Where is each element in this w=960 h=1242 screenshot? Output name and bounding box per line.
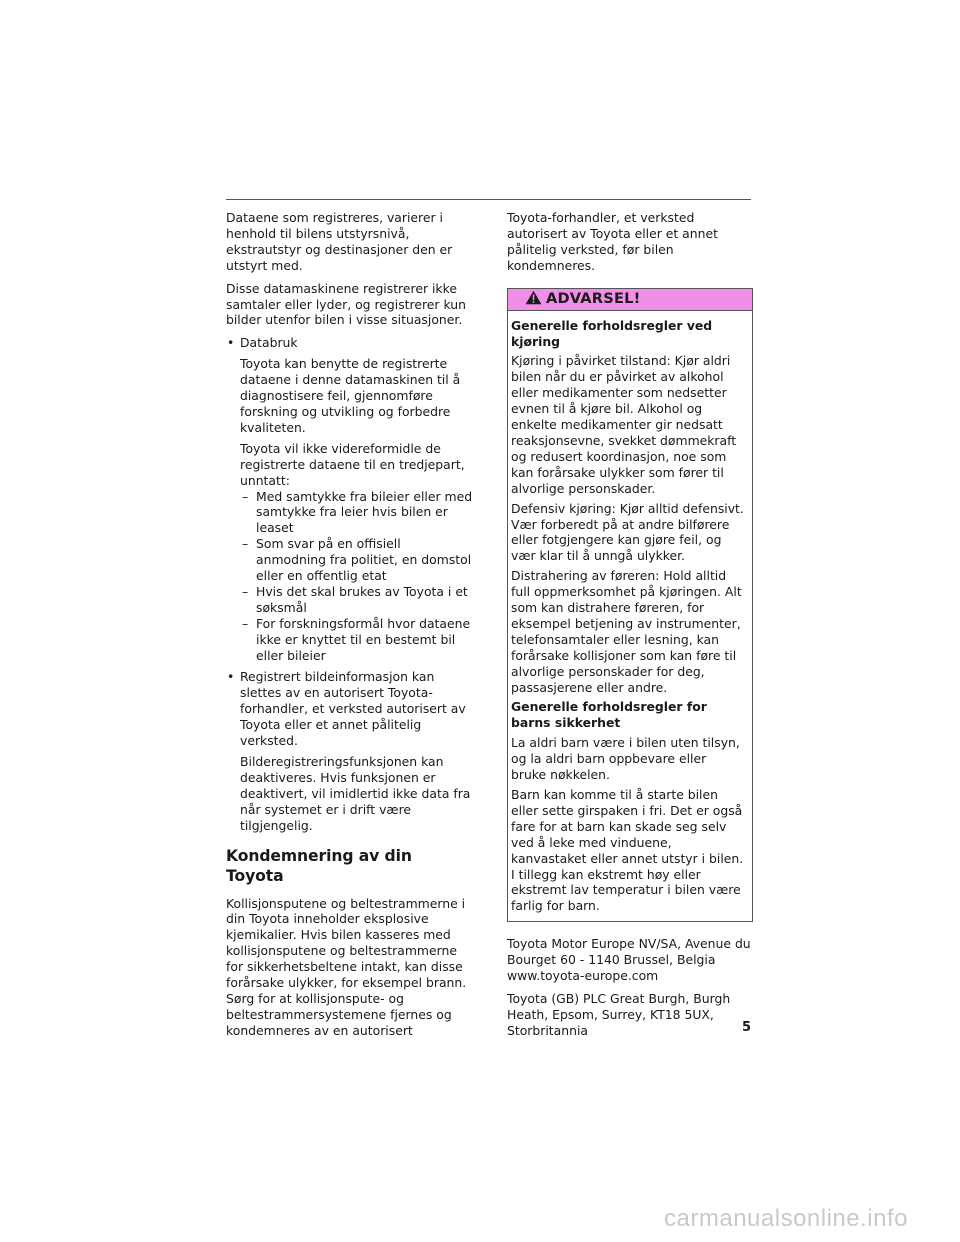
bullet-mark: • xyxy=(227,669,235,685)
warning-paragraph: Barn kan komme til å starte bilen eller sette girspaken i fri. Det er også fare for at barn kan skade seg selv ved å leke med vinduene, kanvastaket eller annet utstyr i bilen. I tillegg kan ekstremt høy eller ekstremt lav temperatur i bilen være farlig for barn. xyxy=(511,787,744,914)
dash-item-text: Med samtykke fra bileier eller med samtykke fra leier hvis bilen er leaset xyxy=(256,488,473,536)
left-column xyxy=(226,210,474,1046)
bullet-paragraph: Toyota vil ikke videreformidle de registrerte dataene til en tredjepart, unntatt: xyxy=(240,440,465,488)
warning-header xyxy=(508,289,752,311)
website-text: www.toyota-europe.com xyxy=(507,968,659,984)
page-number: 5 xyxy=(742,1020,752,1035)
dash-mark: – xyxy=(242,488,249,504)
warning-paragraph: Distrahering av føreren: Hold alltid full oppmerksomhet på kjøringen. Alt som kan distrahere føreren, for eksempel betjening av instrumenter, telefonsamtaler eller lesning, kan forårsake kollisjoner som kan føre til alvorlige personskader for deg, passasjerene eller andre. xyxy=(511,568,742,695)
bullet-paragraph: Toyota kan benytte de registrerte dataene i denne datamaskinen til å diagnostisere feil, gjennomføre forskning og utvikling og forbedre kvaliteten. xyxy=(240,356,461,435)
warning-paragraph: Kjøring i påvirket tilstand: Kjør aldri bilen når du er påvirket av alkohol eller medikamenter som nedsetter evnen til å kjøre bil. Alkohol og enkelte medikamenter gir nedsatt reaksjonsevne, svekket dømmekraft og redusert koordinasjon, noe som kan forårsake ulykker som fører til alvorlige personskader. xyxy=(511,353,737,496)
section-heading: Kondemnering av din Toyota xyxy=(226,846,412,885)
watermark-text: carmanualsonline.info xyxy=(664,1205,908,1232)
right-column xyxy=(507,210,753,1046)
address-line: Toyota Motor Europe NV/SA, Avenue du Bourget 60 - 1140 Brussel, Belgia xyxy=(507,936,751,968)
warning-triangle-icon xyxy=(525,290,542,309)
warning-title: ADVARSEL! xyxy=(546,290,641,308)
warning-paragraph: Defensiv kjøring: Kjør alltid defensivt. Vær forberedt på at andre bilførere eller fotgjengere kan gjøre feil, og vær klar til å unngå ulykker. xyxy=(511,500,744,564)
top-divider xyxy=(226,199,751,200)
address-paragraph xyxy=(507,936,753,984)
continuation-paragraph: Toyota-forhandler, et verksted autorisert av Toyota eller et annet pålitelig verksted, før bilen kondemneres. xyxy=(507,210,718,273)
dash-item xyxy=(226,584,474,616)
warning-subheading: Generelle forholdsregler ved kjøring xyxy=(511,317,713,349)
dash-list xyxy=(226,489,474,664)
dash-item-text: For forskningsformål hvor dataene ikke er knyttet til en bestemt bil eller bileier xyxy=(256,615,471,663)
bullet-title: Databruk xyxy=(240,335,298,351)
dash-item-text: Hvis det skal brukes av Toyota i et søksmål xyxy=(256,583,468,615)
dash-item xyxy=(226,536,474,584)
warning-box xyxy=(507,288,753,923)
bullet-title: Registrert bildeinformasjon kan slettes av en autorisert Toyota-forhandler, et verksted autorisert av Toyota eller et annet pålitelig verksted. xyxy=(240,669,466,749)
dash-mark: – xyxy=(242,615,249,631)
bullet-paragraph: Bilderegistreringsfunksjonen kan deaktiveres. Hvis funksjonen er deaktivert, vil imidlertid ikke data fra når systemet er i drift være tilgjengelig. xyxy=(240,754,471,833)
address-paragraph: Toyota (GB) PLC Great Burgh, Burgh Heath, Epsom, Surrey, KT18 5UX, Storbritannia xyxy=(507,990,731,1038)
warning-paragraph: La aldri barn være i bilen uten tilsyn, og la aldri barn oppbevare eller bruke nøkkelen. xyxy=(511,735,740,783)
dash-item-text: Som svar på en offisiell anmodning fra politiet, en domstol eller en offentlig etat xyxy=(256,536,472,584)
bullet-mark: • xyxy=(227,335,235,351)
intro-paragraph: Dataene som registreres, varierer i henhold til bilens utstyrsnivå, ekstrautstyr og destinasjoner den er utstyrt med. xyxy=(226,210,453,273)
warning-body xyxy=(508,311,752,922)
intro-paragraph: Disse datamaskinene registrerer ikke samtaler eller lyder, og registrerer kun bilder utenfor bilen i visse situasjoner. xyxy=(226,280,466,328)
dash-item xyxy=(226,489,474,537)
bullet-item-bildeinformasjon xyxy=(226,669,474,749)
dash-mark: – xyxy=(242,536,249,552)
dash-item xyxy=(226,616,474,664)
bullet-item-databruk xyxy=(226,335,474,351)
section-paragraph: Kollisjonsputene og beltestrammerne i din Toyota inneholder eksplosive kjemikalier. Hvis bilen kasseres med kollisjonsputene og beltestrammerne for sikkerhetsbeltene intakt, kan disse forårsake ulykker, for eksempel brann. Sørg for at kollisjonspute- og beltestrammersystemene fjernes og kondemneres av en autorisert xyxy=(226,895,467,1038)
warning-subheading: Generelle forholdsregler for barns sikkerhet xyxy=(511,699,707,731)
dash-mark: – xyxy=(242,583,249,599)
